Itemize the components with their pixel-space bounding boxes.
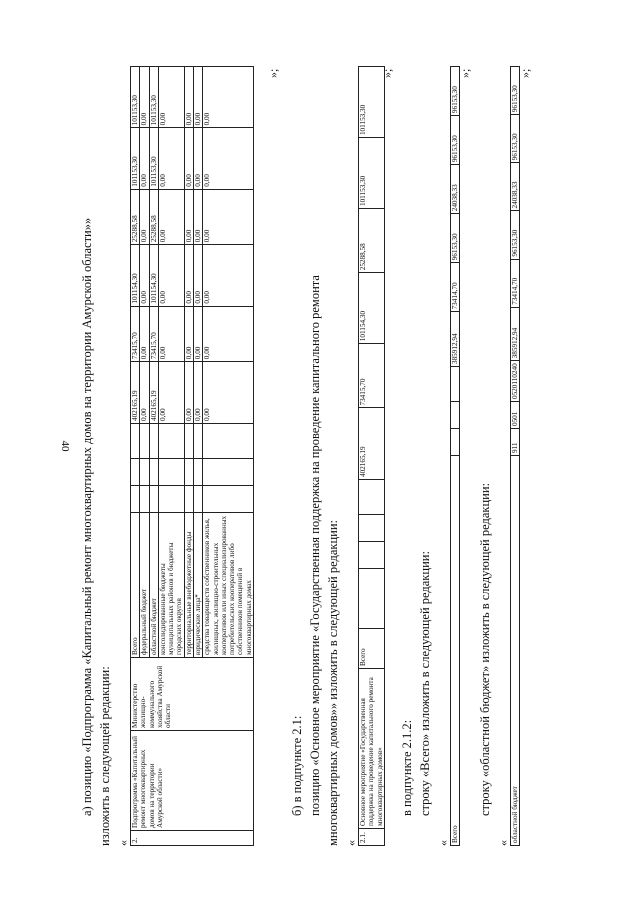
value-cell: 101153,30 [149,128,158,189]
value-cell: 73415,70 [131,306,140,362]
ministry-name: Министерство жилищно-коммунального хозяйства Амурской области [131,658,254,731]
table-row [451,67,460,846]
paragraph-c-text: строку «Всего» изложить в следующей редакции: [418,551,432,816]
total-row-table [450,66,460,846]
value-cell: 101153,30 [131,67,140,128]
value-cell: 402165,19 [131,362,140,424]
value-cell: 25288,58 [131,189,140,245]
value-cell: 385912,94 [511,307,520,361]
value-cell: 0,00 [140,189,149,245]
value-cell: 101153,30 [359,67,385,138]
value-cell: 101153,30 [359,138,385,209]
value-cell: 0,00 [203,245,254,306]
value-cell: 101154,30 [131,245,140,306]
document-body [58,6,578,886]
value-cell: 0,00 [184,245,193,306]
value-cell: 0,00 [158,245,184,306]
value-cell: 402165,19 [149,362,158,424]
value-cell: 0,00 [184,128,193,189]
paragraph-b: б) в подпункте 2.1: [290,715,304,816]
value-cell: 0,00 [203,128,254,189]
code-cell: 0501 [511,402,520,429]
value-cell: 96153,30 [511,115,520,163]
table-row [359,67,385,846]
value-cell: 0,00 [193,128,202,189]
program-name: Подпрограмма «Капитальный ремонт многоквартирных домов на территории Амурской области» [131,731,254,831]
value-cell: 73414,70 [511,259,520,307]
value-cell: 0,00 [184,189,193,245]
row-number: 2. [131,831,254,846]
open-quote-4: « [496,840,510,846]
close-quote-4: »; [518,68,532,78]
value-cell: 0,00 [184,67,193,128]
value-cell: 0,00 [140,67,149,128]
value-cell: 385912,94 [451,312,460,367]
value-cell: 73415,70 [359,344,385,408]
value-cell: 0,00 [203,67,254,128]
value-cell: 24038,33 [451,165,460,214]
value-cell: 0,00 [193,189,202,245]
value-cell: 101153,30 [149,67,158,128]
close-quote-2: »; [380,68,394,78]
value-cell: 0,00 [158,67,184,128]
source-label: Всего [359,629,385,669]
paragraph-a: а) позицию «Подпрограмма «Капитальный ремонт многоквартирных домов на территории Амурской области»» [80,217,94,816]
value-cell: 101154,30 [149,245,158,306]
table-row [131,67,140,846]
value-cell: 73415,70 [149,306,158,362]
paragraph-b-text: позицию «Основное мероприятие «Государственная поддержка на проведение капитального ремонта [308,275,322,816]
value-cell: 0,00 [193,245,202,306]
source-label: территориальные внебюджетные фонды [184,513,193,658]
paragraph-a-continued: изложить в следующей редакции: [98,666,112,846]
value-cell: 0,00 [158,189,184,245]
source-label: областной бюджет [511,456,520,846]
close-quote-1: »; [266,68,280,78]
value-cell: 0,00 [203,362,254,424]
close-quote-3: »; [458,68,472,78]
value-cell: 0,00 [203,306,254,362]
value-cell: 0,00 [193,67,202,128]
source-label: Всего [451,456,460,846]
source-label: юридические лица* [193,513,202,658]
page-number: 40 [59,440,71,452]
value-cell: 0,00 [140,362,149,424]
value-cell: 101154,30 [359,273,385,344]
code-cell: 911 [511,429,520,456]
source-label: областной бюджет [149,513,158,658]
code-cell: 0520110240 [511,361,520,402]
value-cell: 73414,70 [451,263,460,312]
value-cell: 24038,33 [511,163,520,211]
value-cell: 0,00 [203,189,254,245]
value-cell: 0,00 [140,245,149,306]
value-cell: 402165,19 [359,408,385,480]
value-cell: 0,00 [158,128,184,189]
paragraph-c: в подпункте 2.1.2: [400,719,414,816]
open-quote-1: « [116,840,130,846]
source-label: федеральный бюджет [140,513,149,658]
source-label: консолидированные бюджеты муниципальных районов и бюджеты городских округов [158,513,184,658]
value-cell: 0,00 [158,362,184,424]
source-label: средства товариществ собственников жилья, жилищных, жилищно-строительных кооперативов или иных специализированных потребительских кооперативов либо собственников помещений в многоквартирных домах [203,513,254,658]
row-number: 2.1. [359,829,385,846]
paragraph-b-continued: многоквартирных домов»» изложить в следующей редакции: [326,520,340,846]
value-cell: 96153,30 [451,67,460,116]
value-cell: 96153,30 [451,116,460,165]
value-cell: 0,00 [184,362,193,424]
activity-name: Основное мероприятие «Государственная поддержка на проведение капитального ремонта многоквартирных домов» [359,669,385,829]
value-cell: 25288,58 [149,189,158,245]
value-cell: 0,00 [140,128,149,189]
regional-budget-table [510,66,520,846]
paragraph-d: строку «областной бюджет» изложить в следующей редакции: [478,482,492,816]
value-cell: 0,00 [140,306,149,362]
value-cell: 96153,30 [511,67,520,115]
main-activity-table [358,66,385,846]
value-cell: 101153,30 [131,128,140,189]
table-row [511,67,520,846]
value-cell: 96153,30 [451,214,460,263]
open-quote-3: « [436,840,450,846]
value-cell: 25288,58 [359,209,385,273]
source-label: Всего [131,513,140,658]
open-quote-2: « [344,840,358,846]
value-cell: 0,00 [158,306,184,362]
value-cell: 0,00 [184,306,193,362]
value-cell: 96153,30 [511,211,520,259]
subprogram-table [130,66,254,846]
value-cell: 0,00 [193,306,202,362]
value-cell: 0,00 [193,362,202,424]
